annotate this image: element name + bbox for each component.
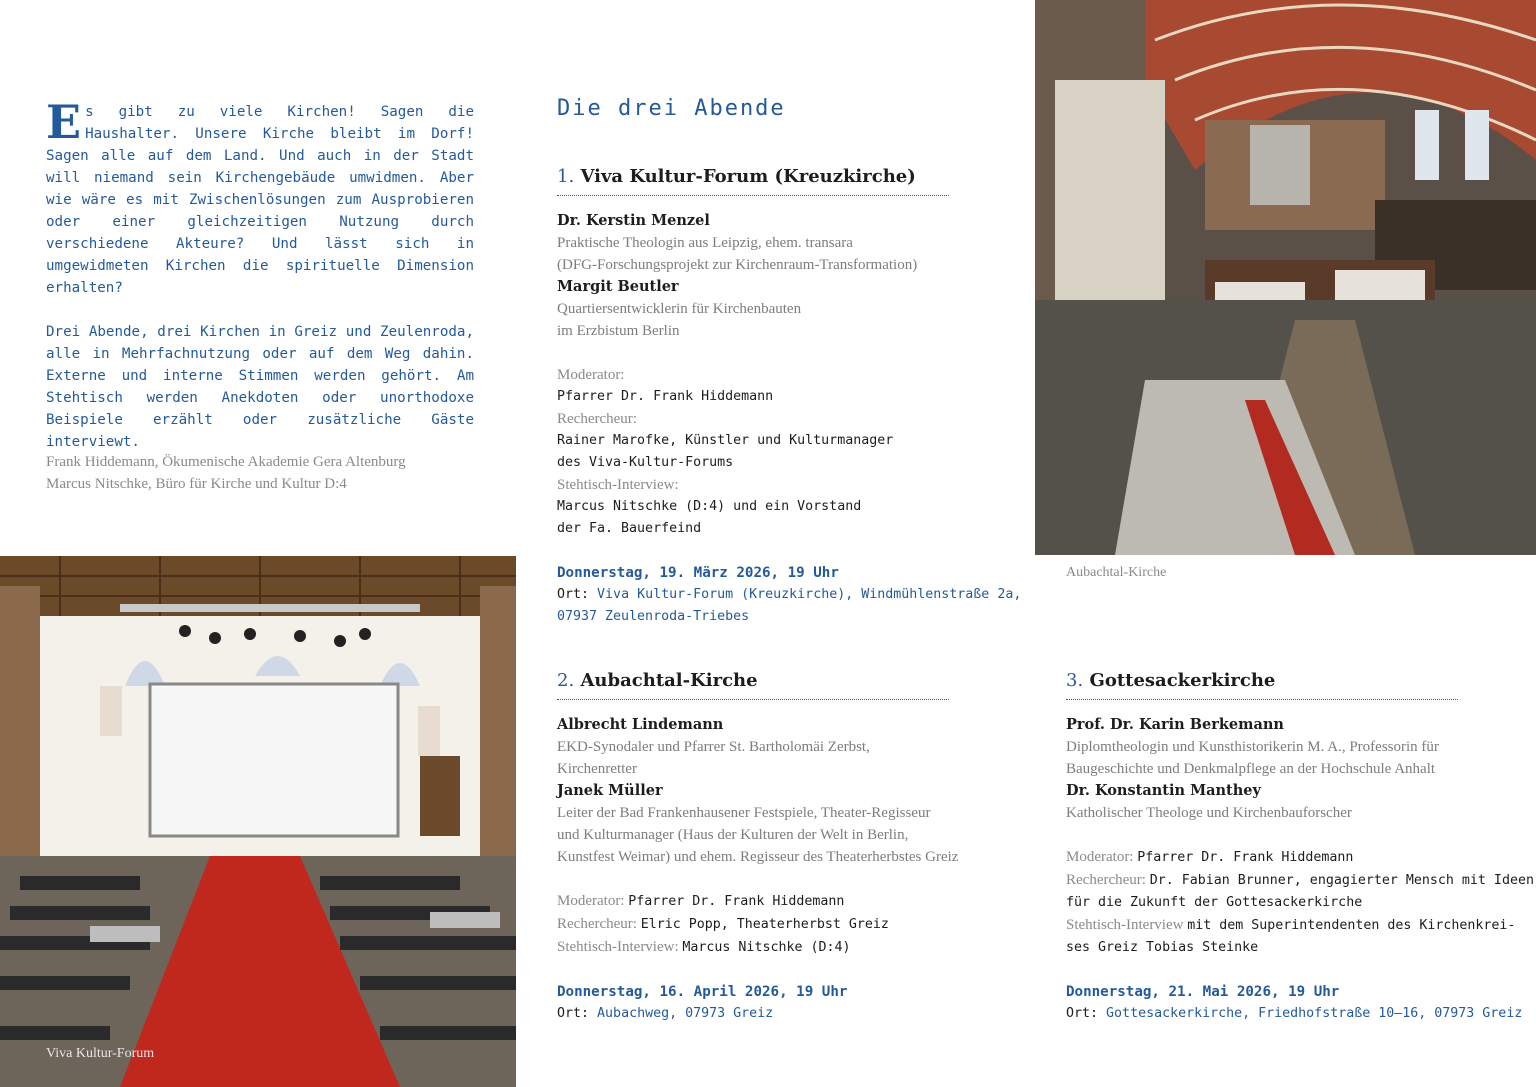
authors [46, 451, 516, 495]
rechercheur-value: Elric Popp, Theaterherbst Greiz [640, 917, 889, 932]
speaker-name: Margit Beutler [557, 278, 679, 295]
speaker-desc: Kirchenretter [557, 761, 637, 777]
location-value: Aubachweg, 07973 Greiz [597, 1006, 774, 1021]
interview-label: Stehtisch-Interview [1066, 917, 1184, 933]
rechercheur-value: des Viva-Kultur-Forums [557, 455, 734, 470]
section-title [1066, 670, 1458, 700]
speaker-desc: im Erzbistum Berlin [557, 323, 680, 339]
event-date: Donnerstag, 16. April 2026, 19 Uhr [557, 984, 848, 1000]
speaker-desc: Diplomtheologin und Kunsthistorikerin M. A., Professorin für [1066, 739, 1439, 755]
author-line: Marcus Nitschke, Büro für Kirche und Kultur D:4 [46, 476, 347, 492]
speaker-desc: Leiter der Bad Frankenhausener Festspiele, Theater-Regisseur [557, 805, 931, 821]
interview-value: Marcus Nitschke (D:4) [682, 940, 851, 955]
interview-value: der Fa. Bauerfeind [557, 521, 702, 536]
intro-paragraph-2: Drei Abende, drei Kirchen in Greiz und Zeulenroda, alle in Mehrfachnutzung oder auf dem Weg dahin. Externe und interne Stimmen werden gehört. Am Stehtisch werden Anekdoten oder unorthodoxe Beispiele erzählt oder zusätzliche Gäste interviewt. [46, 324, 474, 450]
location-value: Gottesackerkirche, Friedhofstraße 10–16, 07973 Greiz [1106, 1006, 1523, 1021]
event-date: Donnerstag, 19. März 2026, 19 Uhr [557, 565, 839, 581]
moderator-value: Pfarrer Dr. Frank Hiddemann [1137, 850, 1354, 865]
rechercheur-label: Rechercheur: [557, 916, 637, 932]
location-value: Viva Kultur-Forum (Kreuzkirche), Windmühlenstraße 2a, [597, 587, 1022, 602]
section-body [557, 210, 1021, 628]
location-label: Ort: [557, 587, 590, 602]
photo-caption-aubachtal: Aubachtal-Kirche [1066, 565, 1167, 580]
page-title: Die drei Abende [557, 96, 786, 121]
speaker-name: Prof. Dr. Karin Berkemann [1066, 716, 1284, 733]
section-body [557, 714, 958, 1025]
interview-label: Stehtisch-Interview: [557, 939, 679, 955]
event-location [557, 584, 1021, 606]
section-body [1066, 714, 1534, 1025]
section-3 [1066, 670, 1534, 1025]
speaker-desc: EKD-Synodaler und Pfarrer St. Bartholomäi Zerbst, [557, 739, 870, 755]
moderator-label: Moderator: [557, 893, 625, 909]
rechercheur-value: Rainer Marofke, Künstler und Kulturmanager [557, 433, 894, 448]
rechercheur-value: für die Zukunft der Gottesackerkirche [1066, 895, 1363, 910]
section-number: 3. [1066, 670, 1084, 691]
location-label: Ort: [1066, 1006, 1099, 1021]
location-label: Ort: [557, 1006, 590, 1021]
location-value: 07937 Zeulenroda-Triebes [557, 609, 750, 624]
speaker-desc: Baugeschichte und Denkmalpflege an der Hochschule Anhalt [1066, 761, 1436, 777]
moderator-label: Moderator: [1066, 849, 1134, 865]
event-location [557, 1003, 958, 1025]
section-2 [557, 670, 958, 1025]
moderator-value: Pfarrer Dr. Frank Hiddemann [628, 894, 845, 909]
section-title-text: Aubachtal-Kirche [580, 670, 758, 691]
speaker-name: Albrecht Lindemann [557, 716, 724, 733]
rechercheur-label: Rechercheur: [557, 411, 637, 427]
rechercheur-label: Rechercheur: [1066, 872, 1146, 888]
speaker-name: Dr. Kerstin Menzel [557, 212, 710, 229]
speaker-desc: (DFG-Forschungsprojekt zur Kirchenraum-Transformation) [557, 257, 918, 273]
speaker-desc: und Kulturmanager (Haus der Kulturen der Welt in Berlin, [557, 827, 909, 843]
intro-paragraph-1-text: s gibt zu viele Kirchen! Sagen die Haushalter. Unsere Kirche bleibt im Dorf! Sagen alle auf dem Land. Und auch in der Stadt will niemand sein Kirchengebäude umwidmen. Aber wie wäre es mit Zwischenlösungen zum Ausprobieren oder einer gleichzeitigen Nutzung durch verschiedene Akteure? Und lässt sich in umgewidmeten Kirchen die spirituelle Dimension erhalten? [46, 104, 474, 296]
interview-value: mit dem Superintendenten des Kirchenkrei- [1187, 918, 1516, 933]
intro-text [46, 95, 474, 475]
section-title [557, 166, 949, 196]
dropcap: E [46, 95, 82, 149]
section-title-text: Viva Kultur-Forum (Kreuzkirche) [580, 166, 916, 187]
interview-value: Marcus Nitschke (D:4) und ein Vorstand [557, 499, 862, 514]
rechercheur-value: Dr. Fabian Brunner, engagierter Mensch mit Ideen [1149, 873, 1534, 888]
speaker-desc: Praktische Theologin aus Leipzig, ehem. transara [557, 235, 853, 251]
photo-viva-kultur-forum [0, 556, 516, 1087]
interview-value: ses Greiz Tobias Steinke [1066, 940, 1259, 955]
interview-label: Stehtisch-Interview: [557, 477, 679, 493]
photo-caption-viva: Viva Kultur-Forum [46, 1046, 155, 1061]
moderator-value: Pfarrer Dr. Frank Hiddemann [557, 389, 774, 404]
speaker-desc: Kunstfest Weimar) und ehem. Regisseur des Theaterherbstes Greiz [557, 849, 959, 865]
event-location [1066, 1003, 1534, 1025]
speaker-desc: Quartiersentwicklerin für Kirchenbauten [557, 301, 802, 317]
photo-aubachtal-kirche [1035, 0, 1536, 555]
section-title [557, 670, 949, 700]
section-title-text: Gottesackerkirche [1089, 670, 1276, 691]
section-number: 2. [557, 670, 575, 691]
section-number: 1. [557, 166, 575, 187]
speaker-name: Janek Müller [557, 782, 663, 799]
intro-paragraph-1 [46, 95, 474, 299]
speaker-desc: Katholischer Theologe und Kirchenbauforscher [1066, 805, 1352, 821]
moderator-label: Moderator: [557, 367, 625, 383]
event-date: Donnerstag, 21. Mai 2026, 19 Uhr [1066, 984, 1340, 1000]
author-line: Frank Hiddemann, Ökumenische Akademie Gera Altenburg [46, 454, 406, 470]
speaker-name: Dr. Konstantin Manthey [1066, 782, 1261, 799]
section-1 [557, 166, 1021, 628]
